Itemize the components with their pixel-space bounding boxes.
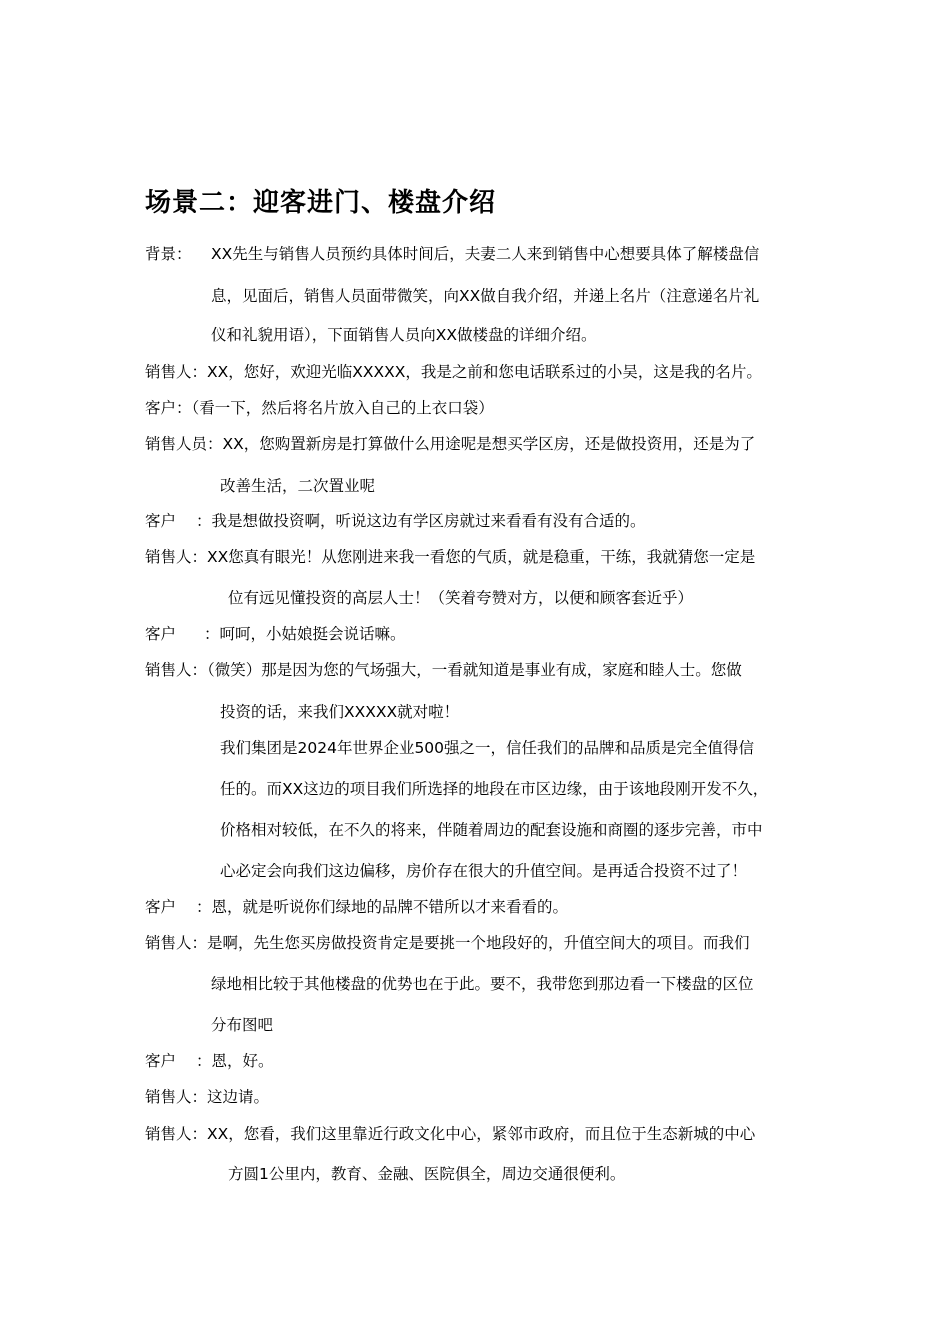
dialogue-line: 销售人：（微笑）那是因为您的气场强大，一看就知道是事业有成，家庭和睦人士。您做 [145,661,742,679]
dialogue-line: 销售人：XX，您看，我们这里靠近行政文化中心，紧邻市政府，而且位于生态新城的中心 [145,1125,756,1143]
speaker-label: 客户 [145,512,177,530]
text-line: 我们集团是2024年世界企业500强之一，信任我们的品牌和品质是完全值得信 [220,739,755,757]
dialogue-line: 销售人：XX，您好，欢迎光临XXXXX，我是之前和您电话联系过的小吴，这是我的名片。 [145,363,762,381]
text-line: 任的。而XX这边的项目我们所选择的地段在市区边缘，由于该地段刚开发不久， [220,780,769,798]
dialogue-line: 销售人：这边请。 [145,1088,270,1106]
dialogue-line: 销售人：XX您真有眼光！从您刚进来我一看您的气质，就是稳重，干练，我就猜您一定是 [145,548,756,566]
text-line: 位有远见懂投资的高层人士！（笑着夸赞对方，以便和顾客套近乎） [228,589,694,607]
text-line: 息，见面后，销售人员面带微笑，向XX做自我介绍，并递上名片（注意递名片礼 [211,287,760,305]
text-line: 分布图吧 [211,1016,274,1034]
speaker-label: 客户 [145,1052,177,1070]
text-line: 投资的话，来我们XXXXX就对啦！ [220,703,460,721]
dialogue-line: 销售人员：XX，您购置新房是打算做什么用途呢是想买学区房，还是做投资用，还是为了 [145,435,756,453]
text-line: 心必定会向我们这边偏移，房价存在很大的升值空间。是再适合投资不过了！ [220,862,748,880]
dialogue-line: 销售人：是啊，先生您买房做投资肯定是要挑一个地段好的，升值空间大的项目。而我们 [145,934,750,952]
speaker-label: 客户 [145,625,177,643]
text-line: 仪和礼貌用语），下面销售人员向XX做楼盘的详细介绍。 [211,326,597,344]
text-line: XX先生与销售人员预约具体时间后，夫妻二人来到销售中心想要具体了解楼盘信 [211,245,760,263]
dialogue-line: ：呵呵，小姑娘挺会说话嘛。 [204,625,406,643]
text-line: 方圆1公里内，教育、金融、医院俱全，周边交通很便利。 [228,1165,626,1183]
dialogue-line: ：恩，就是听说你们绿地的品牌不错所以才来看看的。 [196,898,569,916]
text-line: 价格相对较低，在不久的将来，伴随着周边的配套设施和商圈的逐步完善，市中 [220,821,763,839]
speaker-label: 客户 [145,898,177,916]
dialogue-line: ：我是想做投资啊，听说这边有学区房就过来看看有没有合适的。 [196,512,646,530]
text-line: 绿地相比较于其他楼盘的优势也在于此。要不，我带您到那边看一下楼盘的区位 [211,975,754,993]
page-title: 场景二：迎客进门、楼盘介绍 [145,188,497,218]
dialogue-line: 客户：（看一下，然后将名片放入自己的上衣口袋） [145,399,494,417]
background-label: 背景： [145,245,192,263]
text-line: 改善生活，二次置业呢 [220,477,376,495]
dialogue-line: ：恩，好。 [196,1052,274,1070]
